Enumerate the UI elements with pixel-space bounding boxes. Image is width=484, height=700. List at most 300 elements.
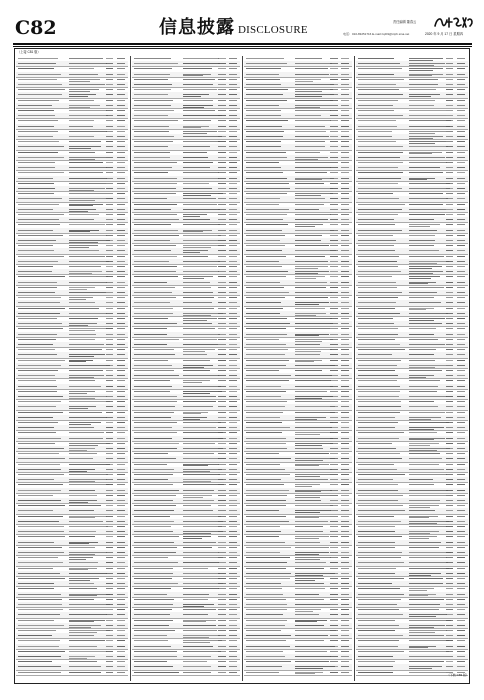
- table-row: [132, 670, 240, 676]
- printed-text-line: [18, 375, 54, 376]
- printed-text-line: [457, 292, 465, 293]
- printed-text-line: [218, 427, 226, 428]
- printed-text-line: [358, 516, 394, 517]
- printed-text-line: [18, 469, 61, 470]
- printed-text-line: [457, 412, 465, 413]
- printed-text-line: [218, 370, 226, 371]
- printed-text-line: [409, 432, 437, 433]
- printed-text-line: [341, 209, 349, 210]
- printed-text-line: [457, 183, 465, 184]
- printed-text-line: [183, 167, 210, 168]
- printed-text-line: [69, 505, 101, 506]
- printed-text-line: [341, 484, 349, 485]
- printed-text-line: [218, 276, 226, 277]
- printed-text-line: [106, 672, 114, 673]
- printed-text-line: [134, 266, 177, 267]
- printed-text-line: [134, 646, 171, 647]
- printed-text-line: [218, 661, 226, 662]
- printed-text-line: [69, 401, 110, 402]
- printed-text-line: [358, 464, 393, 465]
- printed-text-line: [134, 510, 174, 511]
- printed-text-line: [246, 313, 279, 314]
- printed-text-line: [106, 443, 114, 444]
- printed-text-line: [218, 204, 226, 205]
- printed-text-line: [246, 323, 289, 324]
- printed-text-line: [446, 380, 454, 381]
- printed-text-line: [218, 469, 226, 470]
- printed-text-line: [246, 318, 287, 319]
- printed-text-line: [106, 401, 114, 402]
- printed-text-line: [117, 120, 125, 121]
- printed-text-line: [358, 672, 393, 673]
- printed-text-line: [341, 167, 349, 168]
- printed-text-line: [295, 562, 326, 563]
- printed-text-line: [106, 204, 114, 205]
- printed-text-line: [246, 510, 279, 511]
- printed-text-line: [330, 339, 338, 340]
- printed-text-line: [246, 74, 279, 75]
- printed-text-line: [134, 562, 178, 563]
- printed-text-line: [330, 58, 338, 59]
- printed-text-line: [134, 120, 178, 121]
- printed-text-line: [18, 417, 53, 418]
- printed-text-line: [295, 380, 331, 381]
- printed-text-line: [117, 609, 125, 610]
- printed-text-line: [358, 573, 395, 574]
- printed-text-line: [229, 448, 237, 449]
- printed-text-line: [18, 453, 59, 454]
- printed-text-line: [341, 417, 349, 418]
- printed-text-line: [134, 401, 176, 402]
- printed-text-line: [409, 542, 441, 543]
- printed-text-line: [106, 625, 114, 626]
- printed-text-line: [446, 448, 454, 449]
- printed-text-line: [106, 110, 114, 111]
- printed-text-line: [295, 427, 332, 428]
- printed-text-line: [341, 349, 349, 350]
- printed-text-line: [330, 635, 338, 636]
- printed-text-line: [134, 588, 171, 589]
- printed-text-line: [358, 651, 404, 652]
- printed-text-line: [409, 209, 447, 210]
- printed-text-line: [18, 386, 56, 387]
- printed-text-line: [330, 432, 338, 433]
- printed-text-line: [229, 318, 237, 319]
- printed-text-line: [229, 464, 237, 465]
- printed-text-line: [106, 552, 114, 553]
- printed-text-line: [246, 84, 281, 85]
- printed-text-line: [18, 209, 53, 210]
- printed-text-line: [457, 510, 465, 511]
- printed-text-line: [229, 588, 237, 589]
- printed-text-line: [295, 328, 331, 329]
- printed-text-line: [106, 188, 114, 189]
- printed-text-line: [117, 521, 125, 522]
- printed-text-line: [69, 235, 107, 236]
- printed-text-line: [246, 583, 281, 584]
- printed-text-line: [358, 172, 403, 173]
- printed-text-line: [295, 422, 333, 423]
- printed-text-line: [18, 230, 53, 231]
- printed-text-line: [246, 458, 291, 459]
- printed-text-line: [246, 110, 281, 111]
- printed-text-line: [330, 380, 338, 381]
- printed-text-line: [358, 594, 404, 595]
- printed-text-line: [229, 136, 237, 137]
- printed-text-line: [106, 620, 114, 621]
- printed-text-line: [117, 115, 125, 116]
- printed-text-line: [218, 500, 226, 501]
- printed-text-line: [358, 339, 394, 340]
- printed-text-line: [218, 318, 226, 319]
- printed-text-line: [409, 157, 446, 158]
- printed-text-line: [134, 188, 176, 189]
- printed-text-line: [134, 334, 166, 335]
- printed-text-line: [446, 152, 454, 153]
- printed-text-line: [295, 162, 330, 163]
- printed-text-line: [409, 302, 441, 303]
- printed-text-line: [229, 516, 237, 517]
- printed-text-line: [246, 209, 289, 210]
- printed-text-line: [246, 620, 287, 621]
- printed-text-line: [134, 58, 171, 59]
- printed-text-line: [218, 126, 226, 127]
- printed-text-line: [457, 568, 465, 569]
- printed-text-line: [218, 406, 226, 407]
- printed-text-line: [330, 375, 338, 376]
- printed-text-line: [446, 516, 454, 517]
- printed-text-line: [446, 250, 454, 251]
- printed-text-line: [457, 115, 465, 116]
- printed-text-line: [134, 110, 174, 111]
- printed-text-line: [69, 63, 108, 64]
- printed-text-line: [229, 370, 237, 371]
- printed-text-line: [330, 401, 338, 402]
- printed-text-line: [229, 536, 237, 537]
- printed-text-line: [18, 588, 53, 589]
- printed-text-line: [246, 656, 285, 657]
- printed-text-line: [446, 391, 454, 392]
- printed-text-line: [246, 276, 286, 277]
- printed-text-line: [330, 79, 338, 80]
- printed-text-line: [358, 162, 402, 163]
- printed-text-line: [246, 443, 285, 444]
- printed-text-line: [218, 630, 226, 631]
- printed-text-line: [409, 412, 445, 413]
- printed-text-line: [117, 105, 125, 106]
- printed-text-line: [117, 131, 125, 132]
- printed-text-line: [457, 542, 465, 543]
- printed-text-line: [295, 287, 326, 288]
- printed-text-line: [358, 656, 393, 657]
- printed-text-line: [457, 126, 465, 127]
- printed-text-line: [134, 146, 168, 147]
- printed-text-line: [229, 557, 237, 558]
- printed-text-line: [246, 542, 285, 543]
- printed-text-line: [229, 131, 237, 132]
- printed-text-line: [134, 432, 177, 433]
- printed-text-line: [409, 167, 440, 168]
- printed-text-line: [218, 438, 226, 439]
- printed-text-line: [69, 438, 103, 439]
- printed-text-line: [457, 297, 465, 298]
- printed-text-line: [183, 297, 214, 298]
- printed-text-line: [457, 609, 465, 610]
- printed-text-line: [106, 614, 114, 615]
- printed-text-line: [457, 84, 465, 85]
- printed-text-line: [183, 474, 220, 475]
- printed-text-line: [358, 490, 398, 491]
- printed-text-line: [106, 209, 114, 210]
- printed-text-line: [18, 661, 52, 662]
- printed-text-line: [330, 183, 338, 184]
- printed-text-line: [330, 261, 338, 262]
- printed-text-line: [457, 656, 465, 657]
- contact-line: 电话：010-83251716 E-mail:zqrb9@zqrb.sina.net: [343, 32, 410, 36]
- printed-text-line: [446, 547, 454, 548]
- printed-text-line: [446, 630, 454, 631]
- printed-text-line: [18, 115, 55, 116]
- printed-text-line: [246, 672, 279, 673]
- printed-text-line: [134, 568, 172, 569]
- printed-text-line: [106, 183, 114, 184]
- printed-text-line: [246, 94, 283, 95]
- printed-text-line: [106, 302, 114, 303]
- printed-text-line: [69, 614, 107, 615]
- printed-text-line: [409, 490, 448, 491]
- printed-text-line: [446, 178, 454, 179]
- printed-text-line: [183, 401, 216, 402]
- printed-text-line: [18, 110, 53, 111]
- printed-text-line: [106, 588, 114, 589]
- printed-text-line: [183, 115, 222, 116]
- printed-text-line: [18, 282, 57, 283]
- printed-text-line: [117, 157, 125, 158]
- printed-text-line: [457, 162, 465, 163]
- printed-text-line: [341, 183, 349, 184]
- printed-text-line: [106, 573, 114, 574]
- printed-text-line: [330, 552, 338, 553]
- printed-text-line: [229, 380, 237, 381]
- printed-text-line: [106, 94, 114, 95]
- printed-text-line: [246, 115, 280, 116]
- printed-text-line: [330, 172, 338, 173]
- printed-text-line: [18, 120, 58, 121]
- printed-text-line: [18, 339, 56, 340]
- printed-text-line: [106, 536, 114, 537]
- printed-text-line: [69, 162, 103, 163]
- printed-text-line: [106, 354, 114, 355]
- printed-text-line: [18, 198, 62, 199]
- printed-text-line: [218, 562, 226, 563]
- printed-text-line: [341, 458, 349, 459]
- column-separator: [130, 56, 131, 681]
- printed-text-line: [134, 666, 173, 667]
- printed-text-line: [457, 380, 465, 381]
- printed-text-line: [229, 240, 237, 241]
- printed-text-line: [457, 266, 465, 267]
- printed-text-line: [218, 214, 226, 215]
- printed-text-line: [457, 219, 465, 220]
- printed-text-line: [457, 614, 465, 615]
- printed-text-line: [69, 152, 95, 153]
- printed-text-line: [246, 625, 285, 626]
- printed-text-line: [341, 271, 349, 272]
- printed-text-line: [341, 334, 349, 335]
- printed-text-line: [183, 557, 223, 558]
- printed-text-line: [457, 453, 465, 454]
- printed-text-line: [117, 620, 125, 621]
- printed-text-line: [18, 573, 60, 574]
- printed-text-line: [229, 422, 237, 423]
- printed-text-line: [18, 146, 64, 147]
- printed-text-line: [183, 542, 216, 543]
- printed-text-line: [358, 375, 398, 376]
- printed-text-line: [134, 219, 179, 220]
- printed-text-line: [358, 614, 403, 615]
- printed-text-line: [457, 198, 465, 199]
- printed-text-line: [106, 271, 114, 272]
- printed-text-line: [457, 666, 465, 667]
- printed-text-line: [446, 230, 454, 231]
- printed-text-line: [106, 349, 114, 350]
- printed-text-line: [341, 204, 349, 205]
- printed-text-line: [106, 193, 114, 194]
- printed-text-line: [341, 354, 349, 355]
- printed-text-line: [106, 417, 114, 418]
- printed-text-line: [18, 479, 53, 480]
- printed-text-line: [446, 412, 454, 413]
- printed-text-line: [18, 63, 55, 64]
- printed-text-line: [117, 256, 125, 257]
- printed-text-line: [229, 245, 237, 246]
- printed-text-line: [229, 484, 237, 485]
- printed-text-line: [117, 230, 125, 231]
- printed-text-line: [229, 661, 237, 662]
- printed-text-line: [229, 110, 237, 111]
- printed-text-line: [69, 219, 95, 220]
- printed-text-line: [330, 458, 338, 459]
- printed-text-line: [341, 604, 349, 605]
- printed-text-line: [183, 157, 208, 158]
- printed-text-line: [358, 500, 398, 501]
- printed-text-line: [358, 89, 399, 90]
- printed-text-line: [409, 183, 450, 184]
- printed-text-line: [295, 261, 329, 262]
- printed-text-line: [457, 250, 465, 251]
- printed-text-line: [69, 292, 107, 293]
- printed-text-line: [218, 640, 226, 641]
- printed-text-line: [446, 521, 454, 522]
- printed-text-line: [69, 256, 106, 257]
- printed-text-line: [117, 219, 125, 220]
- printed-text-line: [18, 656, 61, 657]
- printed-text-line: [295, 136, 329, 137]
- printed-text-line: [446, 94, 454, 95]
- printed-text-line: [246, 661, 291, 662]
- printed-text-line: [409, 562, 448, 563]
- printed-text-line: [106, 651, 114, 652]
- printed-text-line: [18, 500, 61, 501]
- printed-text-line: [457, 94, 465, 95]
- printed-text-line: [117, 344, 125, 345]
- printed-text-line: [358, 588, 399, 589]
- printed-text-line: [409, 370, 443, 371]
- printed-text-line: [218, 302, 226, 303]
- printed-text-line: [134, 313, 173, 314]
- printed-text-line: [446, 588, 454, 589]
- printed-text-line: [183, 266, 218, 267]
- printed-text-line: [246, 438, 286, 439]
- printed-text-line: [106, 157, 114, 158]
- printed-text-line: [229, 406, 237, 407]
- printed-text-line: [106, 292, 114, 293]
- printed-text-line: [117, 516, 125, 517]
- printed-text-line: [134, 152, 169, 153]
- printed-text-line: [117, 58, 125, 59]
- printed-text-line: [117, 391, 125, 392]
- printed-text-line: [330, 282, 338, 283]
- printed-text-line: [358, 313, 400, 314]
- printed-text-line: [358, 386, 399, 387]
- printed-text-line: [358, 635, 403, 636]
- printed-text-line: [117, 375, 125, 376]
- printed-text-line: [218, 474, 226, 475]
- printed-text-line: [295, 188, 333, 189]
- printed-text-line: [330, 349, 338, 350]
- printed-text-line: [457, 562, 465, 563]
- printed-text-line: [106, 58, 114, 59]
- printed-text-line: [117, 625, 125, 626]
- printed-text-line: [117, 578, 125, 579]
- printed-text-line: [134, 178, 176, 179]
- printed-text-line: [18, 406, 56, 407]
- printed-text-line: [18, 214, 64, 215]
- printed-text-line: [106, 505, 114, 506]
- printed-text-line: [69, 302, 96, 303]
- printed-text-line: [457, 328, 465, 329]
- printed-text-line: [218, 256, 226, 257]
- printed-text-line: [341, 146, 349, 147]
- printed-text-line: [446, 656, 454, 657]
- printed-text-line: [218, 542, 226, 543]
- printed-text-line: [246, 578, 290, 579]
- printed-text-line: [134, 261, 169, 262]
- printed-text-line: [341, 573, 349, 574]
- printed-text-line: [134, 360, 168, 361]
- printed-text-line: [358, 157, 400, 158]
- printed-text-line: [229, 204, 237, 205]
- printed-text-line: [183, 422, 221, 423]
- printed-text-line: [134, 599, 174, 600]
- printed-text-line: [358, 100, 398, 101]
- printed-text-line: [134, 365, 172, 366]
- printed-text-line: [18, 152, 58, 153]
- printed-text-line: [183, 526, 223, 527]
- printed-text-line: [358, 224, 395, 225]
- printed-text-line: [341, 245, 349, 246]
- printed-text-line: [218, 79, 226, 80]
- printed-text-line: [295, 375, 333, 376]
- printed-text-line: [134, 573, 172, 574]
- printed-text-line: [69, 339, 96, 340]
- printed-text-line: [106, 438, 114, 439]
- printed-text-line: [229, 474, 237, 475]
- printed-text-line: [134, 344, 167, 345]
- printed-text-line: [229, 432, 237, 433]
- printed-text-line: [330, 500, 338, 501]
- printed-text-line: [246, 89, 288, 90]
